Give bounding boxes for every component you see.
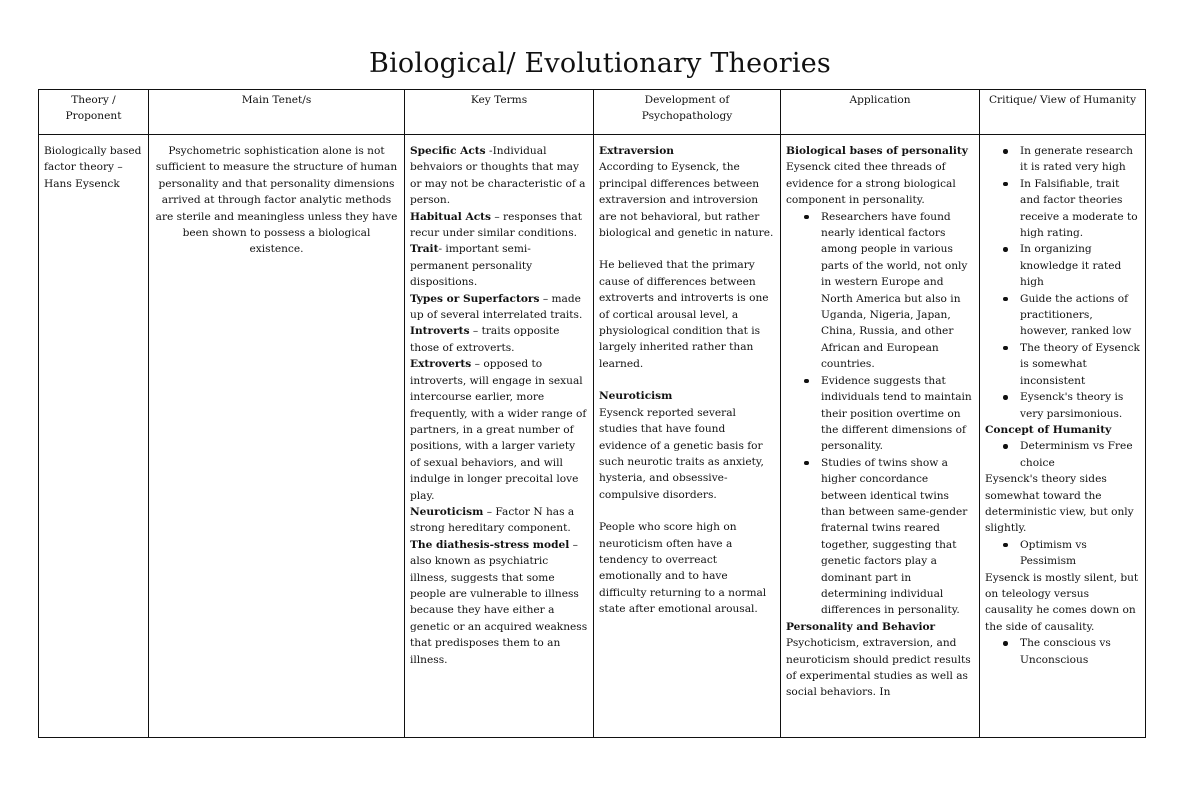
list-item: Determinism vs Free choice (1020, 438, 1140, 471)
application-intro: Eysenck cited thee threads of evidence for a strong biological component in personality. (786, 161, 956, 207)
neuroticism-paragraph: People who score high on neuroticism often have a tendency to overreact emotionally and to have difficulty returning to a normal state after emotional arousal. (599, 521, 767, 616)
key-term-definition: – responses that recur under similar conditions. (410, 210, 582, 240)
personality-behavior-heading: Personality and Behavior (786, 620, 936, 633)
list-item: Eysenck's theory is very parsimonious. (1020, 389, 1140, 422)
header-application: Application (781, 90, 980, 135)
header-theory: Theory / Proponent (39, 90, 149, 135)
determinism-paragraph: Eysenck's theory sides somewhat toward the deterministic view, but only slightly. (985, 473, 1134, 535)
key-term-name: Introverts (410, 325, 470, 338)
header-tenets: Main Tenet/s (149, 90, 405, 135)
key-term-definition: – traits opposite those of extroverts. (410, 325, 560, 354)
tenet-cell (149, 135, 405, 738)
biological-bases-heading: Biological bases of personality (786, 145, 968, 157)
key-term-item (410, 241, 588, 290)
list-item: Researchers have found nearly identical factors among people in various parts of the world, not only in western Europe and North America but also in Uganda, Nigeria, Japan, China, Russia, and other African and European countries. (821, 209, 974, 373)
key-term-name: Habitual Acts (410, 210, 492, 223)
page-title: Biological/ Evolutionary Theories (369, 48, 831, 79)
concept-of-humanity-heading: Concept of Humanity (985, 423, 1112, 436)
key-term-item (410, 356, 588, 504)
key-term-name: Specific Acts (410, 145, 486, 157)
key-terms-cell (405, 135, 594, 738)
key-term-name: Types or Superfactors (410, 292, 540, 305)
key-term-definition: – Factor N has a strong hereditary component. (410, 505, 575, 535)
optimism-paragraph: Eysenck is mostly silent, but on teleology versus causality he comes down on the side of causality. (985, 571, 1139, 633)
theory-text: Biologically based factor theory – Hans Eysenck (44, 145, 142, 190)
critique-cell (980, 135, 1146, 738)
header-terms: Key Terms (405, 90, 594, 135)
development-cell (594, 135, 781, 738)
list-item: The conscious vs Unconscious (1020, 635, 1140, 668)
key-term-name: Neuroticism (410, 505, 484, 518)
list-item: In generate research it is rated very high (1020, 143, 1140, 176)
key-term-item (410, 504, 588, 537)
key-term-name: Trait (410, 243, 439, 256)
extraversion-paragraph: According to Eysenck, the principal differences between extraversion and introversion are not behavioral, but rather biological and genetic in nature. (599, 161, 774, 240)
header-row (39, 90, 1146, 135)
extraversion-paragraph: He believed that the primary cause of differences between extroverts and introverts is one of cortical arousal level, a physiological condition that is largely inherited rather than learned. (599, 259, 769, 370)
list-item: The theory of Eysenck is somewhat inconsistent (1020, 340, 1140, 389)
extraversion-heading: Extraversion (599, 145, 674, 157)
list-item: In Falsifiable, trait and factor theories receive a moderate to high rating. (1020, 176, 1140, 242)
theories-table (38, 89, 1146, 738)
humanity-list (985, 635, 1140, 668)
key-term-item (410, 291, 588, 324)
theory-cell (39, 135, 149, 738)
key-term-item (410, 143, 588, 209)
key-term-item (410, 209, 588, 242)
key-term-definition: – also known as psychiatric illness, suggests that some people are vulnerable to illness because they have either a genetic or an acquired weakness that predisposes them to an illness. (410, 538, 588, 666)
key-term-item (410, 537, 588, 668)
neuroticism-heading: Neuroticism (599, 390, 673, 403)
list-item: Studies of twins show a higher concordance between identical twins than between same-gender fraternal twins reared together, suggesting that genetic factors play a dominant part in determining individual differences in personality. (821, 455, 974, 619)
humanity-list (985, 438, 1140, 471)
key-term-definition: – made up of several interrelated traits. (410, 292, 583, 322)
list-item: Evidence suggests that individuals tend to maintain their position overtime on the different dimensions of personality. (821, 373, 974, 455)
list-item: Guide the actions of practitioners, however, ranked low (1020, 291, 1140, 340)
table-row (39, 135, 1146, 738)
application-list (786, 209, 974, 619)
application-cell (781, 135, 980, 738)
key-term-item (410, 323, 588, 356)
key-term-name: The diathesis-stress model (410, 538, 570, 551)
header-development: Development of Psychopathology (594, 90, 781, 135)
application-outro: Psychoticism, extraversion, and neuroticism should predict results of experimental studies as well as social behaviors. In (786, 637, 971, 699)
key-term-name: Extroverts (410, 358, 472, 371)
neuroticism-paragraph: Eysenck reported several studies that have found evidence of a genetic basis for such neurotic traits as anxiety, hysteria, and obsessive-compulsive disorders. (599, 406, 764, 501)
humanity-list (985, 537, 1140, 570)
key-term-definition: -Individual behvaiors or thoughts that may or may not be characteristic of a person. (410, 145, 586, 207)
tenet-text: Psychometric sophistication alone is not sufficient to measure the structure of human personality and that personality dimensions arrived at through factor analytic methods are sterile and meaningless unless they have been shown to possess a biological existence. (155, 145, 398, 256)
key-term-definition: – opposed to introverts, will engage in sexual intercourse earlier, more frequently, with a wider range of partners, in a great number of positions, with a larger variety of sexual behaviors, and will indulge in longer precoital love play. (410, 358, 587, 502)
list-item: Optimism vs Pessimism (1020, 537, 1140, 570)
list-item: In organizing knowledge it rated high (1020, 241, 1140, 290)
key-term-definition: - important semi-permanent personality dispositions. (410, 243, 533, 289)
header-critique: Critique/ View of Humanity (980, 90, 1146, 135)
critique-list (985, 143, 1140, 422)
